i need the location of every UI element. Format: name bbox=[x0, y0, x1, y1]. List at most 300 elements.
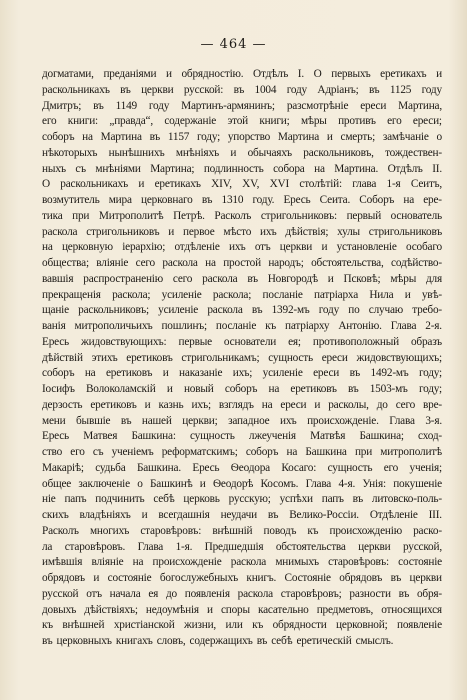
word: наказаніе bbox=[179, 367, 223, 380]
word: неудачи bbox=[220, 509, 257, 521]
word: въ bbox=[93, 99, 104, 112]
word: вліяніе bbox=[96, 257, 129, 269]
text-line bbox=[42, 429, 442, 445]
word: церкви bbox=[141, 83, 174, 96]
word: на bbox=[261, 398, 273, 411]
word: противъ bbox=[338, 115, 376, 128]
word: на bbox=[42, 241, 53, 254]
word: папъ bbox=[64, 493, 87, 506]
word: на bbox=[403, 194, 415, 206]
word: Ересь bbox=[42, 335, 70, 348]
word: мнѣніяхъ bbox=[175, 146, 220, 159]
word: съ bbox=[75, 162, 86, 175]
word: сего bbox=[395, 398, 416, 411]
word: обычаяхъ bbox=[247, 146, 292, 159]
word: обрядностію. bbox=[181, 68, 244, 80]
word: жидовствующихъ: bbox=[81, 335, 167, 348]
word: 1149 bbox=[115, 99, 137, 112]
word: раскольниковъ, bbox=[303, 146, 374, 159]
word: дѣйствій bbox=[42, 351, 83, 364]
word: раскольникахъ bbox=[60, 178, 129, 191]
word: первыхъ bbox=[331, 68, 371, 80]
word: Дмитръ; bbox=[42, 99, 82, 112]
word: и bbox=[168, 225, 175, 238]
word: въ bbox=[349, 367, 361, 380]
word: и bbox=[141, 509, 148, 521]
word: мени bbox=[42, 414, 66, 427]
word: упорство bbox=[227, 131, 271, 143]
word: подчинить bbox=[95, 493, 145, 506]
text-line bbox=[42, 555, 442, 571]
word: содержаніе bbox=[164, 115, 217, 128]
text-line bbox=[42, 225, 442, 241]
word: состояніе bbox=[398, 556, 442, 569]
word: Ересь bbox=[42, 430, 70, 443]
word: III. bbox=[428, 509, 442, 521]
word: мира bbox=[108, 194, 132, 206]
word: 1310 bbox=[221, 194, 244, 206]
word: замѣчаніе bbox=[382, 131, 429, 143]
word: ихъ; bbox=[232, 367, 253, 380]
word: требо- bbox=[412, 304, 442, 317]
text-line bbox=[42, 634, 442, 650]
word: посланіе bbox=[262, 288, 303, 301]
word: на bbox=[286, 446, 298, 458]
text-line bbox=[42, 209, 442, 225]
word: Ѳеодорѣ bbox=[212, 477, 254, 490]
word: о bbox=[436, 131, 442, 143]
word: сущность bbox=[268, 351, 313, 364]
word: мѣсто bbox=[223, 225, 252, 238]
word: дѣйствія; bbox=[285, 225, 329, 238]
word: Ѳеодора bbox=[230, 461, 270, 474]
word: 1004 bbox=[254, 83, 277, 96]
word: появленія bbox=[184, 587, 230, 600]
word: касательно bbox=[257, 603, 309, 616]
text-line bbox=[42, 67, 442, 83]
word: имѣвшія bbox=[42, 556, 83, 569]
text-line bbox=[42, 272, 442, 288]
word: общества; bbox=[42, 257, 89, 269]
word: Башкина. bbox=[136, 461, 181, 474]
word: и bbox=[138, 178, 145, 191]
word: усиленіе bbox=[262, 367, 303, 380]
word: предметовъ, bbox=[316, 603, 374, 616]
word: русской, bbox=[402, 540, 442, 553]
word: раскола bbox=[42, 225, 78, 238]
word: ихъ; bbox=[191, 398, 211, 411]
word: Матвея bbox=[83, 430, 118, 443]
word: церкви bbox=[409, 572, 442, 584]
word: дерзость bbox=[42, 398, 83, 411]
text-line bbox=[42, 99, 442, 115]
word: 1-я bbox=[386, 178, 401, 191]
text-line bbox=[42, 398, 442, 414]
word: и bbox=[199, 477, 206, 490]
word: книгъ. bbox=[246, 572, 277, 584]
word: патріарха bbox=[314, 288, 359, 301]
word: ванія bbox=[42, 320, 66, 332]
word: году; bbox=[197, 131, 221, 143]
text-line bbox=[42, 571, 442, 587]
word: 1125 bbox=[389, 83, 412, 96]
word: раско- bbox=[413, 524, 442, 537]
text-line bbox=[42, 587, 442, 603]
word: и bbox=[207, 603, 213, 616]
word: на bbox=[268, 383, 280, 395]
word: его bbox=[42, 115, 57, 128]
word: новый bbox=[183, 383, 214, 395]
word: церковь bbox=[183, 493, 220, 506]
word: еретиковъ bbox=[105, 367, 153, 380]
word: русскую; bbox=[228, 493, 271, 506]
word: первый bbox=[346, 209, 382, 222]
word: и bbox=[144, 398, 151, 411]
word: отъ bbox=[86, 587, 102, 600]
word: первое bbox=[182, 225, 215, 238]
word: при bbox=[72, 209, 90, 222]
word: и bbox=[314, 398, 321, 411]
word: внѣшній bbox=[212, 524, 253, 537]
word: относящихся bbox=[381, 603, 442, 616]
word: папъ bbox=[321, 493, 344, 506]
word: Мартина bbox=[277, 131, 320, 143]
word: ученіемъ bbox=[111, 446, 154, 458]
word: въ bbox=[398, 587, 410, 600]
word: Состояніе bbox=[284, 572, 331, 584]
word: въ bbox=[347, 383, 359, 395]
word: раскола bbox=[230, 556, 267, 569]
word: сущность bbox=[327, 461, 373, 474]
word: Косомъ. bbox=[260, 477, 299, 490]
word: въ bbox=[201, 194, 213, 206]
text-line bbox=[42, 319, 442, 335]
word: раскола; bbox=[212, 288, 252, 301]
text-line bbox=[42, 288, 442, 304]
word: Мартина, bbox=[398, 99, 442, 112]
word: нынѣшнихъ bbox=[108, 146, 165, 159]
word: въ bbox=[256, 635, 268, 647]
text-line bbox=[42, 240, 442, 256]
word: 2-я. bbox=[425, 320, 442, 332]
text-line bbox=[42, 256, 442, 272]
word: соборъ bbox=[245, 446, 279, 458]
text-line bbox=[42, 540, 442, 556]
word: отъ bbox=[254, 241, 271, 254]
word: бывшіе bbox=[76, 414, 111, 427]
word: обрядовъ bbox=[339, 572, 383, 584]
word: Адріанъ; bbox=[317, 83, 359, 96]
word: общее bbox=[42, 477, 72, 490]
word: церкви; bbox=[182, 414, 218, 427]
word: Расколъ bbox=[42, 524, 79, 537]
word: Ересь bbox=[192, 461, 220, 474]
word: еретикахъ bbox=[380, 68, 427, 80]
text-line bbox=[42, 366, 442, 382]
word: и bbox=[230, 146, 237, 159]
word: въ bbox=[390, 572, 402, 584]
word: на bbox=[84, 367, 96, 380]
word: народъ; bbox=[268, 257, 304, 269]
word: щаніе bbox=[42, 304, 69, 317]
text-line bbox=[42, 146, 442, 162]
text-line bbox=[42, 618, 442, 634]
word: основатель bbox=[390, 209, 442, 222]
text-line bbox=[42, 335, 442, 351]
word: церковныхъ bbox=[56, 635, 112, 647]
word: ея bbox=[148, 587, 159, 600]
word: Петрѣ. bbox=[173, 209, 205, 222]
word: Мартина. bbox=[334, 162, 379, 175]
word: собора bbox=[273, 162, 305, 175]
word: ереси bbox=[313, 367, 340, 380]
word: О bbox=[42, 178, 50, 191]
word: литовско-поль- bbox=[371, 493, 442, 506]
word: Псковѣ; bbox=[343, 272, 381, 285]
word: 4-я. bbox=[338, 477, 356, 490]
word: основатели bbox=[223, 335, 277, 348]
word: успѣхи bbox=[279, 493, 313, 506]
word: нашей bbox=[141, 414, 172, 427]
word: по bbox=[348, 304, 360, 317]
word: году. bbox=[252, 194, 275, 206]
word: происхожденіе. bbox=[307, 414, 379, 427]
word: его bbox=[383, 461, 399, 474]
word: I. bbox=[297, 68, 304, 80]
word: Башкинѣ bbox=[149, 477, 193, 490]
word: до bbox=[376, 398, 388, 411]
word: образъ bbox=[410, 335, 442, 348]
word: въ bbox=[120, 414, 132, 427]
word: патріарху bbox=[285, 320, 330, 332]
word: еретиковъ bbox=[290, 383, 337, 395]
word: раскола bbox=[237, 587, 273, 600]
word: XVI bbox=[269, 178, 290, 191]
word: обстоятельства bbox=[275, 540, 346, 553]
word: Башкина bbox=[305, 446, 347, 458]
word: судьба bbox=[95, 461, 126, 474]
word: появленіе bbox=[397, 619, 442, 632]
word: глава bbox=[352, 178, 377, 191]
word: Нила bbox=[369, 288, 394, 301]
word: обстоятельства, bbox=[311, 257, 384, 269]
word: прекращенія bbox=[42, 288, 101, 301]
word: простой bbox=[223, 257, 261, 269]
word: Предшедшія bbox=[204, 540, 264, 553]
text-line bbox=[42, 193, 442, 209]
word: раскола bbox=[202, 272, 238, 285]
word: распространенію bbox=[83, 272, 163, 285]
word: сего bbox=[172, 272, 193, 285]
word: смерть; bbox=[340, 131, 376, 143]
word: церковную bbox=[61, 241, 113, 254]
word: посланіе bbox=[215, 320, 257, 332]
word: еретиковъ bbox=[90, 398, 137, 411]
word: первые bbox=[178, 335, 212, 348]
word: этой bbox=[227, 115, 248, 128]
word: въ bbox=[42, 635, 53, 647]
word: Глава bbox=[389, 414, 415, 427]
word: еретиковъ bbox=[126, 351, 173, 364]
word: Башкина: bbox=[131, 430, 176, 443]
word: русской: bbox=[183, 83, 224, 96]
text-line bbox=[42, 303, 442, 319]
text-line bbox=[42, 114, 442, 130]
word: въ bbox=[120, 83, 131, 96]
word: XV, bbox=[242, 178, 260, 191]
word: году bbox=[148, 99, 170, 112]
word: хулы bbox=[337, 225, 360, 238]
word: на bbox=[132, 556, 144, 569]
word: въ bbox=[352, 493, 364, 506]
word: на bbox=[314, 162, 325, 175]
word: къ bbox=[252, 619, 264, 632]
word: ныхъ bbox=[42, 162, 66, 175]
word: содѣйство- bbox=[391, 257, 442, 269]
word: довыхъ bbox=[42, 603, 77, 616]
body-text bbox=[42, 67, 442, 650]
word: Отдѣлъ bbox=[253, 68, 289, 80]
word: Отдѣленіе bbox=[369, 509, 418, 521]
word: ихъ bbox=[260, 225, 277, 238]
word: Отдѣлъ bbox=[387, 162, 423, 175]
word: съ bbox=[92, 446, 104, 458]
word: въ bbox=[251, 304, 263, 317]
word: покушеніе bbox=[393, 477, 442, 490]
word: Матвѣя bbox=[310, 430, 346, 443]
word: обрядности bbox=[272, 619, 327, 632]
word: Сеитъ, bbox=[410, 178, 442, 191]
text-line bbox=[42, 382, 442, 398]
word: Мартина bbox=[100, 131, 142, 143]
word: „правда“, bbox=[109, 115, 153, 128]
word: раскола bbox=[207, 304, 243, 317]
word: разности bbox=[349, 587, 391, 600]
word: владѣніяхъ bbox=[79, 509, 131, 521]
word: раскольникахъ bbox=[42, 83, 110, 96]
word: на bbox=[82, 131, 93, 143]
word: Башкина; bbox=[359, 430, 404, 443]
word: Новгородѣ bbox=[267, 272, 318, 285]
word: Іосифъ bbox=[42, 383, 75, 395]
word: раскольниковъ; bbox=[78, 304, 149, 317]
word: церкви bbox=[279, 241, 313, 254]
text-line bbox=[42, 524, 442, 540]
word: Ересь bbox=[283, 194, 311, 206]
word: поводъ bbox=[263, 524, 297, 537]
word: столѣтій: bbox=[299, 178, 342, 191]
word: для bbox=[425, 272, 442, 285]
word: пошлинъ; bbox=[161, 320, 207, 332]
text-line bbox=[42, 508, 442, 524]
word: Макаріѣ; bbox=[42, 461, 84, 474]
word: многихъ bbox=[89, 524, 130, 537]
word: содержащихъ bbox=[189, 635, 253, 647]
word: соборъ bbox=[42, 131, 75, 143]
word: старовѣровъ; bbox=[280, 587, 342, 600]
word: словъ, bbox=[156, 635, 186, 647]
word: реформатскимъ; bbox=[161, 446, 238, 458]
word: 1503-мъ bbox=[369, 383, 408, 395]
word: всегдашнія bbox=[158, 509, 210, 521]
word: книгахъ bbox=[115, 635, 153, 647]
word: происхожденію bbox=[329, 524, 402, 537]
word: мѣры bbox=[300, 115, 327, 128]
word: книги; bbox=[259, 115, 290, 128]
word: русской bbox=[42, 587, 79, 600]
word: ереси bbox=[321, 351, 348, 364]
word: О bbox=[313, 68, 322, 80]
word: Мартинъ-армянинъ; bbox=[181, 99, 275, 112]
word: соборъ bbox=[224, 383, 258, 395]
word: ереси bbox=[360, 99, 387, 112]
word: и bbox=[93, 572, 100, 584]
word: Мартина; bbox=[150, 162, 195, 175]
word: сход- bbox=[418, 430, 442, 443]
page-number: — 464 — bbox=[200, 37, 267, 52]
word: и bbox=[162, 367, 169, 380]
word: Глава bbox=[305, 477, 332, 490]
word: іерархію; bbox=[122, 241, 166, 254]
word: въ bbox=[247, 272, 258, 285]
word: случаю bbox=[368, 304, 404, 317]
word: усиленіе bbox=[158, 304, 199, 317]
text-line bbox=[42, 461, 442, 477]
word: скихъ bbox=[42, 509, 69, 521]
word: или bbox=[225, 619, 243, 632]
word: на bbox=[205, 257, 216, 269]
word: споры bbox=[220, 603, 250, 616]
word: о bbox=[137, 477, 143, 490]
word: возмутитель bbox=[42, 194, 100, 206]
word: Митрополитѣ bbox=[98, 209, 164, 222]
word: году bbox=[318, 304, 340, 317]
word: мѣры bbox=[390, 272, 417, 285]
word: вре- bbox=[423, 398, 442, 411]
word: обрядовъ bbox=[42, 572, 85, 584]
word: вавшія bbox=[42, 272, 74, 285]
text-line bbox=[42, 492, 442, 508]
word: ихъ bbox=[229, 241, 246, 254]
text-line bbox=[42, 445, 442, 461]
word: увѣ- bbox=[421, 288, 442, 301]
word: казнь bbox=[158, 398, 184, 411]
word: установленіе bbox=[336, 241, 397, 254]
word: и bbox=[321, 241, 328, 254]
word: къ bbox=[265, 320, 277, 332]
word: и bbox=[436, 68, 442, 80]
word: при bbox=[354, 446, 373, 458]
word: взглядъ bbox=[218, 398, 254, 411]
word: ере- bbox=[423, 194, 442, 206]
word: церковнаго bbox=[140, 194, 193, 206]
text-line bbox=[42, 351, 442, 367]
word: отдѣленіе bbox=[174, 241, 220, 254]
word: заключеніе bbox=[78, 477, 130, 490]
word: 1392-мъ bbox=[271, 304, 310, 317]
word: ніе bbox=[42, 493, 56, 506]
word: преданіями bbox=[103, 68, 157, 80]
word: въ bbox=[368, 83, 380, 96]
word: Глава bbox=[137, 540, 164, 553]
word: состояніе bbox=[107, 572, 152, 584]
word: до bbox=[165, 587, 177, 600]
word: жизни, bbox=[184, 619, 217, 632]
word: ство bbox=[42, 446, 63, 458]
word: западное bbox=[228, 414, 270, 427]
word: старовѣровъ: bbox=[140, 524, 202, 537]
word: 1-я. bbox=[175, 540, 193, 553]
